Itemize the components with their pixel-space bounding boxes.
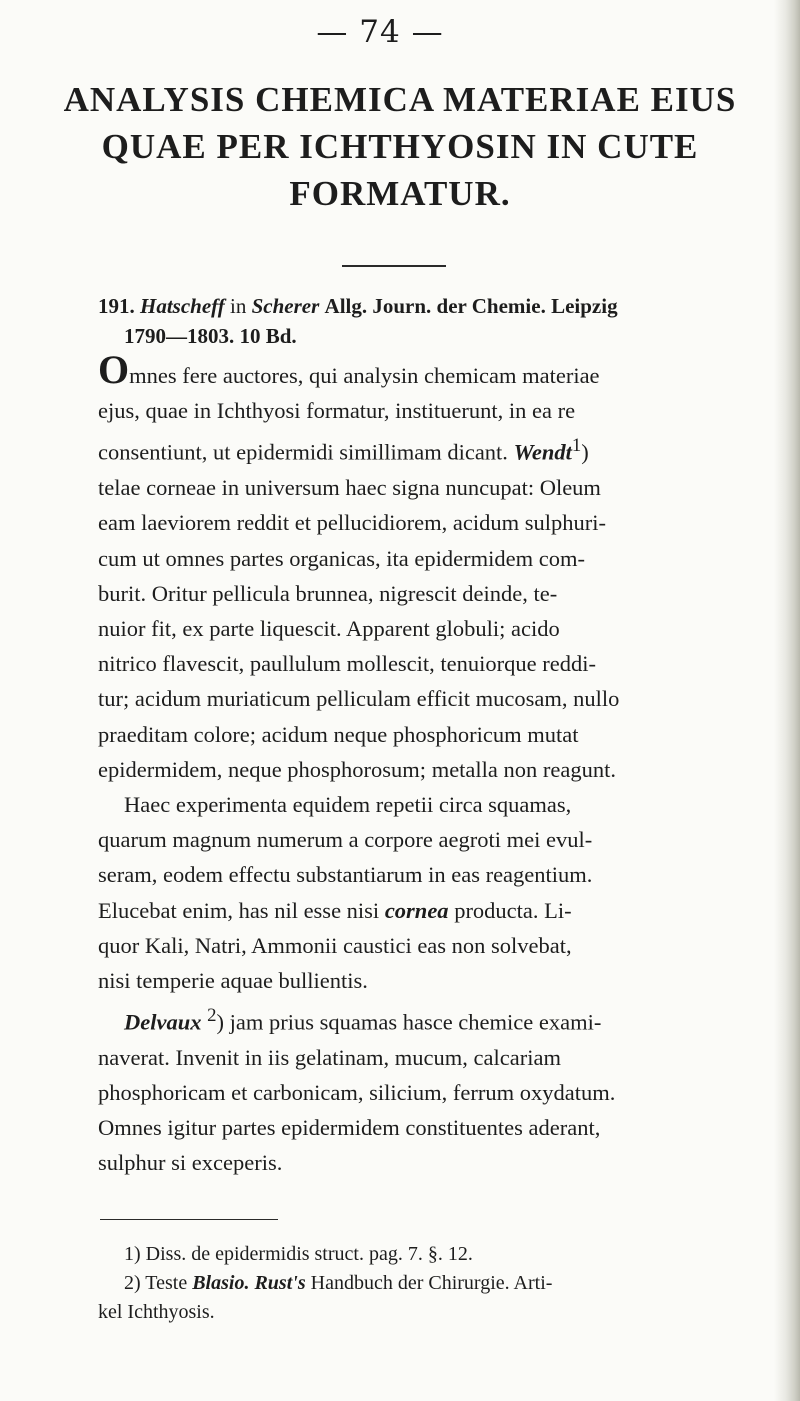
title-line: FORMATUR. [289,174,511,213]
text-span: Elucebat enim, has nil esse nisi [98,897,380,923]
footnotes [98,1240,738,1327]
page-edge-shadow [774,0,800,1401]
reference-author: Hatscheff [140,294,225,318]
author-name: Rust's [254,1272,306,1294]
reference-line-1 [98,291,738,321]
text-line: burit. Oritur pellicula brunnea, nigrescit deinde, te- [98,580,558,606]
text-line: Omnes igitur partes epidermidem constituentes aderant, [98,1115,601,1141]
reference-in: in [230,294,247,318]
text-line: nuior fit, ex parte liquescit. Apparent globuli; acido [98,615,560,641]
text-line: naverat. Invenit in iis gelatinam, mucum, calcariam [98,1044,561,1070]
emphasis-word: cornea [384,897,449,923]
author-name: Delvaux [124,1009,202,1035]
footnote-marker: 2 [207,1005,217,1027]
title-line: ANALYSIS CHEMICA MATERIAE EIUS [63,80,737,119]
chapter-title [40,76,760,217]
drop-cap: O [98,347,130,392]
text-line: quor Kali, Natri, Ammonii caustici eas non solvebat, [98,932,572,958]
text-line: Haec experimenta equidem repetii circa squamas, [124,791,572,817]
text-line: seram, eodem effectu substantiarum in eas reagentium. [98,862,593,888]
text-line [98,347,738,393]
text-line: eam laeviorem reddit et pellucidiorem, acidum sulphuri- [98,510,606,536]
text-line: telae corneae in universum haec signa nuncupat: Oleum [98,475,601,501]
text-line: cum ut omnes partes organicas, ita epidermidem com- [98,545,585,571]
text-span: mnes fere auctores, qui analysin chemicam materiae [129,363,600,388]
text-line: praeditam colore; acidum neque phosphoricum mutat [98,721,579,747]
footnote-divider [100,1219,278,1220]
main-text [98,347,738,1181]
title-line: QUAE PER ICHTHYOSIN IN CUTE [101,127,699,166]
text-line: tur; acidum muriaticum pelliculam efficit mucosam, nullo [98,686,620,712]
footnote-1: 1) Diss. de epidermidis struct. pag. 7. §. 12. [124,1243,473,1265]
text-line: ejus, quae in Ichthyosi formatur, instituerunt, in ea re [98,398,576,424]
footnote-2 [98,1269,738,1298]
text-span: 2) Teste [124,1272,188,1294]
author-name: Blasio. [192,1272,250,1294]
text-line: nitrico flavescit, paullulum mollescit, tenuiorque reddi- [98,651,596,677]
text-line: sulphur si exceperis. [98,1150,283,1176]
text-span: Handbuch der Chirurgie. Arti- [310,1272,553,1294]
reference-editor: Scherer [251,294,320,318]
text-line: epidermidem, neque phosphorosum; metalla non reagunt. [98,756,616,782]
reference-journal: Allg. Journ. der Chemie. Leipzig [324,294,618,318]
text-line [98,893,738,928]
page-number: — 74 — [316,14,444,50]
text-line [98,998,738,1040]
text-span: consentiunt, ut epidermidi simillimam dicant. [98,439,508,465]
text-line: phosphoricam et carbonicam, silicium, ferrum oxydatum. [98,1080,616,1106]
footnote-2-continued: kel Ichthyosis. [98,1301,215,1323]
text-span: ) jam prius squamas hasce chemice exami- [216,1009,602,1035]
author-name: Wendt [513,439,572,465]
bibliographic-reference [98,291,738,351]
text-span: ) [581,439,589,465]
text-line: quarum magnum numerum a corpore aegroti mei evul- [98,827,593,853]
text-span: producta. Li- [454,897,572,923]
footnote-marker: 1 [571,435,582,457]
text-line [98,428,738,470]
reference-number: 191. [98,294,135,318]
reference-line-2: 1790—1803. 10 Bd. [124,324,297,348]
text-line: nisi temperie aquae bullientis. [98,967,368,993]
title-divider [342,265,446,267]
